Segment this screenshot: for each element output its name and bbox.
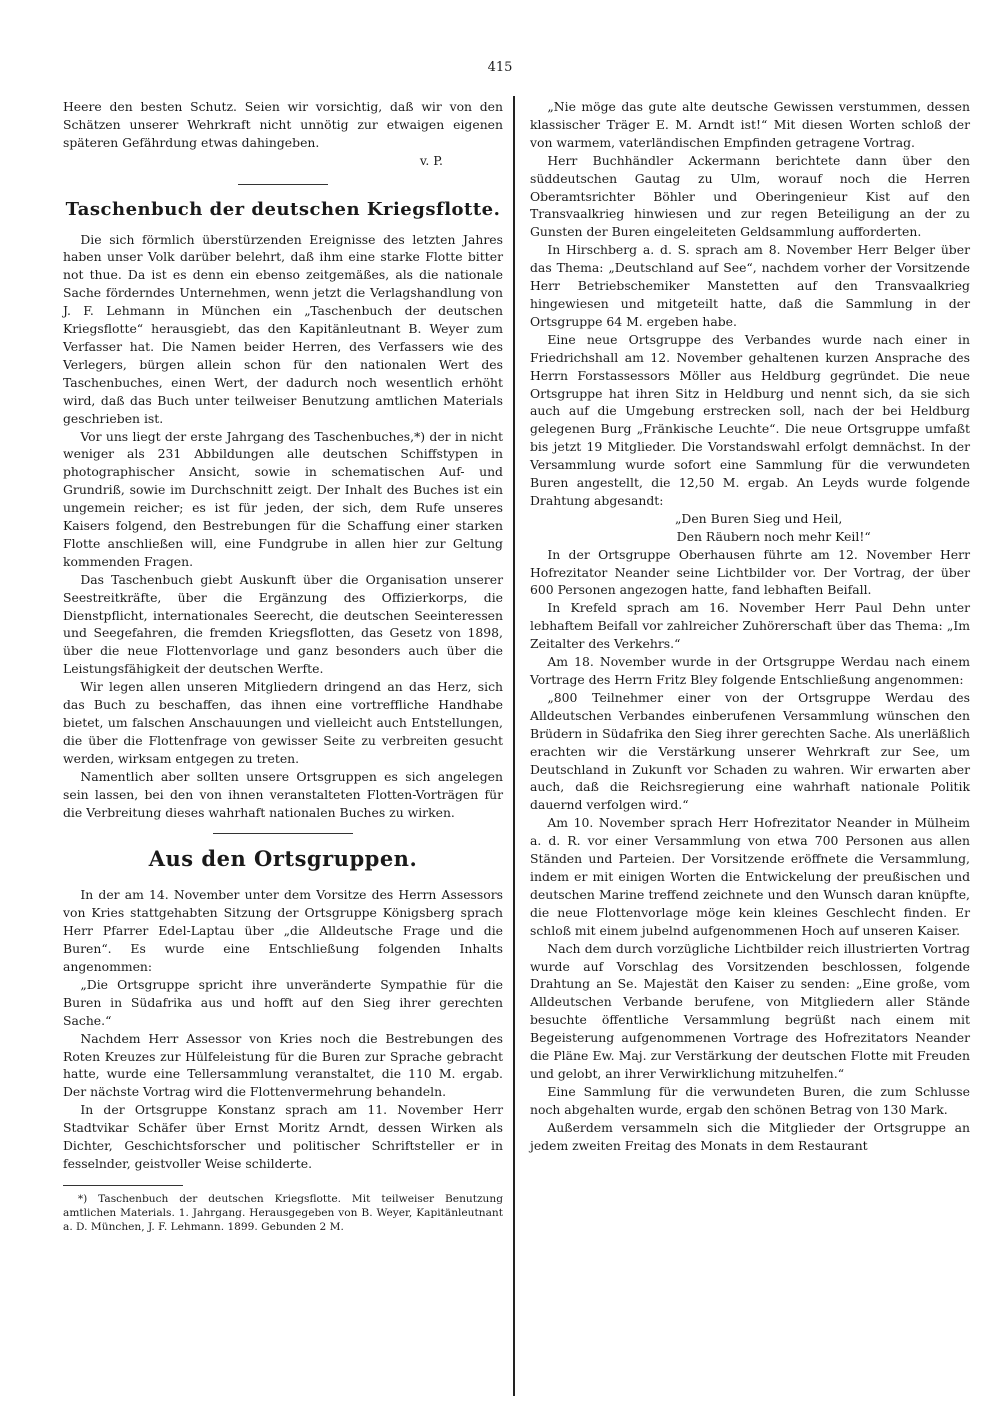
paragraph: In der Ortsgruppe Oberhausen führte am 12. November Herr Hofrezitator Neander seine Lichtbilder vor. Der Vortrag, der über 600 Personen angezogen hatte, fand lebhaften Beifall. xyxy=(530,546,970,598)
paragraph: Außerdem versammeln sich die Mitglieder der Ortsgruppe an jedem zweiten Freitag des Monats in dem Restaurant xyxy=(530,1119,970,1153)
paragraph: Wir legen allen unseren Mitgliedern dringend an das Herz, sich das Buch zu beschaffen, das ihnen eine vortreffliche Handhabe bietet, um falschen Anschauungen und vielleicht auch Entstellungen, die über die Flottenfrage von gewisser Seite zu verbreiten gesucht werden, wirksam entgegen zu treten. xyxy=(63,679,503,766)
verse-line: „Den Buren Sieg und Heil, xyxy=(675,510,843,526)
intro-signature: v. P. xyxy=(419,152,443,168)
quote-paragraph: „Die Ortsgruppe spricht ihre unveränderte Sympathie für die Buren in Südafrika aus und hofft auf den Sieg ihrer gerechten Sache.“ xyxy=(63,976,503,1028)
paragraph: Eine neue Ortsgruppe des Verbandes wurde nach einer in Friedrichshall am 12. November gehaltenen kurzen Ansprache des Herrn Forstassessors Möller aus Heldburg gegründet. Die neue Ortsgruppe hat ihren Sitz in Heldburg und nennt sich, da sie sich auch auf die Umgebung erstrecken soll, nach der bei Heldburg gelegenen Burg „Fränkische Leuchte“. Die neue Ortsgruppe umfaßt bis jetzt 19 Mitglieder. Die Vorstandswahl erfolgt demnächst. In der Versammlung wurde sofort eine Sammlung für die verwundeten Buren angestellt, die 12,50 M. ergab. An Leyds wurde folgende Drahtung abgesandt: xyxy=(530,331,970,508)
paragraph: Namentlich aber sollten unsere Ortsgruppen es sich angelegen sein lassen, bei den von ihnen veranstalteten Flotten-Vorträgen für die Verbreitung dieses wahrhaft nationalen Buches zu wirken. xyxy=(63,768,503,820)
paragraph: Am 10. November sprach Herr Hofrezitator Neander in Mülheim a. d. R. vor einer Versammlung von etwa 700 Personen aus allen Ständen und Parteien. Der Vorsitzende eröffnete die Versammlung, indem er mit einigen Worten die Entwickelung der preußischen und deutschen Marine treffend zeichnete und den Wunsch daran knüpfte, die neue Flottenvorlage möge kein kleines Geschlecht finden. Er schloß mit einem jubelnd aufgenommenen Hoch auf unseren Kaiser. xyxy=(530,815,970,938)
section-heading-ortsgruppen: Aus den Ortsgruppen. xyxy=(148,846,418,872)
right-column xyxy=(530,98,970,1154)
left-column xyxy=(63,98,503,1234)
footnote: *) Taschenbuch der deutschen Kriegsflotte. Mit teilweiser Benutzung amtlichen Materials. 1. Jahrgang. Herausgegeben von B. Weyer, Kapitänleutnant a. D. München, J. F. Lehmann. 1899. Gebunden 2 M. xyxy=(63,1192,503,1234)
column-divider xyxy=(513,96,515,1396)
quote-paragraph: „800 Teilnehmer einer von der Ortsgruppe Werdau des Alldeutschen Verbandes einberufenen Versammlung wünschen den Brüdern in Südafrika den Sieg ihrer gerechten Sache. Als unerläßlich erachten wir die Verstärkung unserer Wehrkraft zur See, um Deutschland in Zukunft vor Schaden zu wahren. Wir erwarten aber auch, daß die Reichsregierung eine wahrhaft nationale Politik dauernd verfolgen wird.“ xyxy=(530,689,970,813)
verse-line: Den Räubern noch mehr Keil!“ xyxy=(676,528,871,544)
section-heading-taschenbuch: Taschenbuch der deutschen Kriegsflotte. xyxy=(65,198,501,220)
page-number: 415 xyxy=(487,60,513,75)
paragraph: Nach dem durch vorzügliche Lichtbilder reich illustrierten Vortrag wurde auf Vorschlag des Vorsitzenden beschlossen, folgende Drahtung an Se. Majestät den Kaiser zu senden: „Eine große, vom Alldeutschen Verbande berufene, von Mitgliedern aller Stände besuchte öffentliche Versammlung begrüßt nach einem mit Begeisterung aufgenommenen Vortrage des Hofrezitators Neander die Pläne Ew. Maj. zur Verstärkung der deutschen Flotte mit Freuden und gelobt, an ihrer Verwirklichung mitzuhelfen.“ xyxy=(530,940,970,1081)
paragraph: „Nie möge das gute alte deutsche Gewissen verstummen, dessen klassischer Träger E. M. Arndt ist!“ Mit diesen Worten schloß der von warmem, vaterländischen Empfinden getragene Vortrag. xyxy=(530,99,970,150)
paragraph: Am 18. November wurde in der Ortsgruppe Werdau nach einem Vortrage des Herrn Fritz Bley folgende Entschließung angenommen: xyxy=(530,654,970,687)
paragraph: Das Taschenbuch giebt Auskunft über die Organisation unserer Seestreitkräfte, über die Ergänzung des Offizierkorps, die Dienstpflicht, internationales Seerecht, die deutschen Seeinteressen und Seegefahren, die fremden Kriegsflotten, das Gesetz von 1898, über die neue Flottenvorlage und ganz besonders auch über die Leistungsfähigkeit der deutschen Werfte. xyxy=(63,571,503,677)
separator-rule xyxy=(238,184,328,185)
paragraph: Vor uns liegt der erste Jahrgang des Taschenbuches,*) der in nicht weniger als 231 Abbildungen alle deutschen Schiffstypen in photographischer Ansicht, sowie in schematischen Auf- und Grundriß, sowie im Durchschnitt zeigt. Der Inhalt des Buches ist ein ungemein reicher; es ist für jeden, der sich, dem Rufe unseres Kaisers folgend, den Bestrebungen für die Schaffung einer starken Flotte anschließen will, eine Fundgrube in allen hier zur Geltung kommenden Fragen. xyxy=(63,428,503,569)
intro-paragraph: Heere den besten Schutz. Seien wir vorsichtig, daß wir von den Schätzen unserer Wehrkraft nicht unnötig zur etwaigen eigenen späteren Gefährdung etwas dahingeben. xyxy=(63,99,503,150)
paragraph: Eine Sammlung für die verwundeten Buren, die zum Schlusse noch abgehalten wurde, ergab den schönen Betrag von 130 Mark. xyxy=(530,1083,970,1117)
paragraph: Nachdem Herr Assessor von Kries noch die Bestrebungen des Roten Kreuzes zur Hülfeleistung für die Buren zur Sprache gebracht hatte, wurde eine Tellersammlung veranstaltet, die 110 M. ergab. Der nächste Vortrag wird die Flottenvermehrung behandeln. xyxy=(63,1030,503,1100)
footnote-rule xyxy=(63,1185,183,1186)
paragraph: In der Ortsgruppe Konstanz sprach am 11. November Herr Stadtvikar Schäfer über Ernst Moritz Arndt, dessen Wirken als Dichter, Geschichtsforscher und politischer Schriftsteller er in fesselnder, geistvoller Weise schilderte. xyxy=(63,1102,503,1171)
paragraph: In Hirschberg a. d. S. sprach am 8. November Herr Belger über das Thema: „Deutschland auf See“, nachdem vorher der Vorsitzende Herr Betriebschemiker Manstetten auf den Transvaalkrieg hingewiesen und mitgeteilt hatte, daß die Sammlung in der Ortsgruppe 64 M. ergeben habe. xyxy=(530,242,970,329)
paragraph: Herr Buchhändler Ackermann berichtete dann über den süddeutschen Gautag zu Ulm, worauf noch die Herren Oberamtsrichter Böhler und Oberingenieur Kist auf den Transvaalkrieg hinwiesen und zur regen Beteiligung an der zu Gunsten der Buren eingeleiteten Geldsammlung aufforderten. xyxy=(530,152,970,240)
paragraph: Die sich förmlich überstürzenden Ereignisse des letzten Jahres haben unser Volk darüber belehrt, daß ihm eine starke Flotte bitter not thue. Da ist es denn ein ebenso zeitgemäßes, als die nationale Sache förderndes Unternehmen, wenn jetzt die Verlagshandlung von J. F. Lehmann in München ein „Taschenbuch der deutschen Kriegsflotte“ herausgiebt, das den Kapitänleutnant B. Weyer zum Verfasser hat. Die Namen beider Herren, des Verfassers wie des Verlegers, bürgen allein schon für den nationalen Wert des Taschenbuches, einen Wert, der dadurch noch wesentlich erhöht wird, daß das Buch unter teilweiser Benutzung amtlichen Materials geschrieben ist. xyxy=(63,231,503,426)
separator-rule xyxy=(213,833,353,834)
paragraph: In der am 14. November unter dem Vorsitze des Herrn Assessors von Kries stattgehabten Sitzung der Ortsgruppe Königsberg sprach Herr Pfarrer Edel-Laptau über „die Alldeutsche Frage und die Buren“. Es wurde eine Entschließung folgenden Inhalts angenommen: xyxy=(63,887,503,974)
paragraph: In Krefeld sprach am 16. November Herr Paul Dehn unter lebhaftem Beifall vor zahlreicher Zuhörerschaft über das Thema: „Im Zeitalter des Verkehrs.“ xyxy=(530,600,970,652)
